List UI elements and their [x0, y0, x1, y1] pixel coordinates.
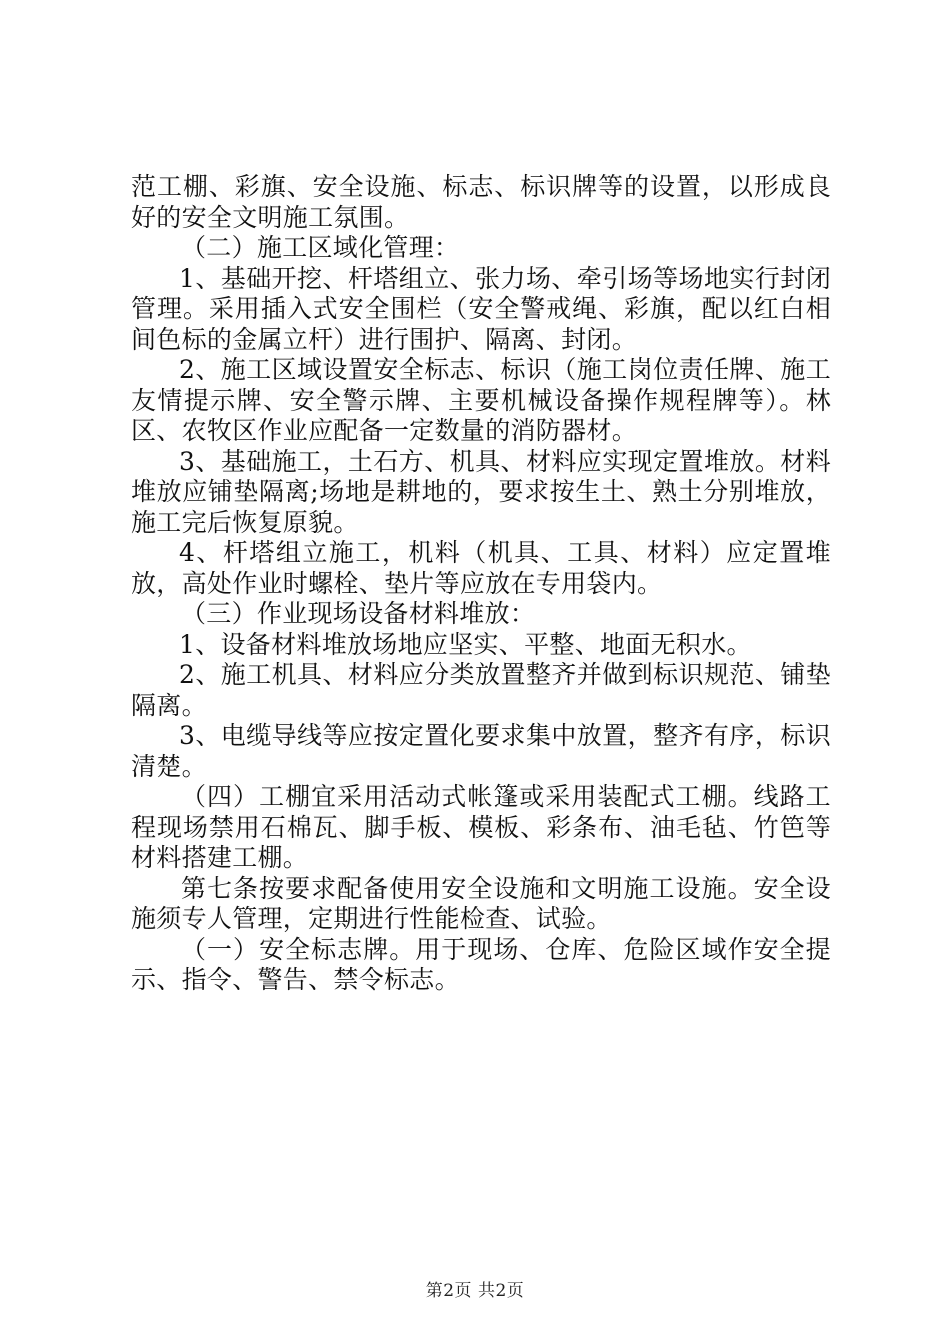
- paragraph-item-1: 1、基础开挖、杆塔组立、张力场、牵引场等场地实行封闭管理。采用插入式安全围栏（安全警戒绳、彩旗，配以红白相间色标的金属立杆）进行围护、隔离、封闭。: [131, 263, 831, 354]
- paragraph-item-2b: 2、施工机具、材料应分类放置整齐并做到标识规范、铺垫隔离。: [131, 660, 831, 720]
- paragraph-item-3: 3、基础施工，土石方、机具、材料应实现定置堆放。材料堆放应铺垫隔离;场地是耕地的，要求按生土、熟土分别堆放，施工完后恢复原貌。: [131, 446, 831, 537]
- section-heading-2: （二）施工区域化管理：: [181, 233, 460, 262]
- paragraph-item-4: 4、杆塔组立施工，机料（机具、工具、材料）应定置堆放，高处作业时螺栓、垫片等应放在专用袋内。: [131, 538, 831, 598]
- section-heading-3: （三）作业现场设备材料堆放：: [181, 599, 536, 628]
- document-body: [131, 172, 831, 996]
- page-number-footer: 第2页 共2页: [425, 1281, 525, 1301]
- paragraph-item-1b: 1、设备材料堆放场地应坚实、平整、地面无积水。: [179, 629, 752, 659]
- section-heading-4: （四）工棚宜采用活动式帐篷或采用装配式工棚。线路工程现场禁用石棉瓦、脚手板、模板、彩条布、油毛毡、竹笆等材料搭建工棚。: [131, 782, 831, 872]
- article-7: 第七条按要求配备使用安全设施和文明施工设施。安全设施须专人管理，定期进行性能检查、试验。: [131, 873, 831, 933]
- paragraph-item-2: 2、施工区域设置安全标志、标识（施工岗位责任牌、施工友情提示牌、安全警示牌、主要机械设备操作规程牌等）。林区、农牧区作业应配备一定数量的消防器材。: [131, 355, 831, 445]
- section-heading-1: （一）安全标志牌。用于现场、仓库、危险区域作安全提示、指令、警告、禁令标志。: [131, 934, 831, 994]
- paragraph-continuation: 范工棚、彩旗、安全设施、标志、标识牌等的设置，以形成良好的安全文明施工氛围。: [131, 172, 831, 232]
- paragraph-item-3b: 3、电缆导线等应按定置化要求集中放置，整齐有序，标识清楚。: [131, 721, 831, 781]
